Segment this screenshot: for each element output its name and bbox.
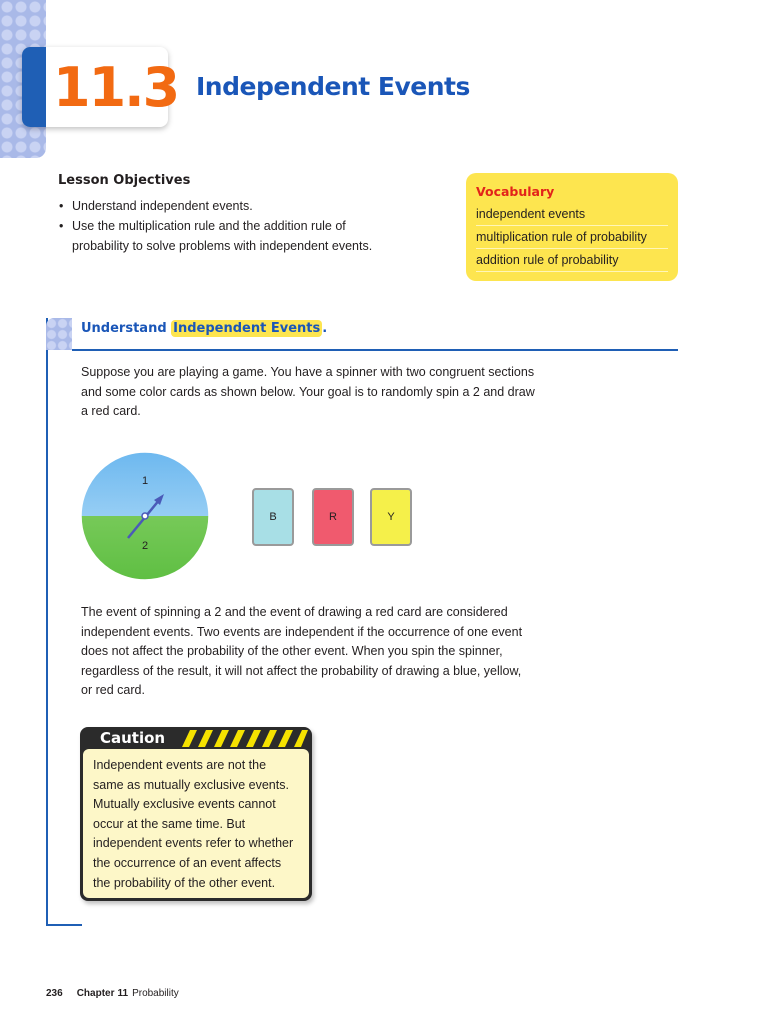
vocabulary-box bbox=[466, 173, 678, 281]
vocabulary-term: multiplication rule of probability bbox=[476, 226, 668, 249]
card-red: R bbox=[312, 488, 354, 546]
vocabulary-heading: Vocabulary bbox=[476, 184, 555, 199]
section-dot-pattern bbox=[46, 318, 72, 350]
objective-item: • Use the multiplication rule and the addition rule of probability to solve problems with independent events. bbox=[58, 216, 398, 256]
explanation-paragraph: The event of spinning a 2 and the event of drawing a red card are considered independent events. Two events are independent if the occurrence of one event does not affect the probability of the other event. When you spin the spinner, regardless of the result, it will not affect the probability of drawing a blue, yellow, or red card. bbox=[81, 605, 523, 698]
chapter-number: 11 bbox=[117, 988, 129, 999]
card-yellow: Y bbox=[370, 488, 412, 546]
section-heading: Understand Independent Events . bbox=[81, 321, 328, 336]
caution-title: Caution bbox=[100, 729, 166, 747]
hazard-stripes-icon bbox=[176, 730, 308, 747]
vocabulary-term: independent events bbox=[476, 203, 668, 226]
section-bottom-rule bbox=[46, 924, 82, 926]
caution-stripes bbox=[176, 730, 308, 747]
spinner-illustration bbox=[74, 440, 216, 590]
lesson-title: Independent Events bbox=[196, 72, 470, 101]
spinner-svg bbox=[74, 440, 216, 590]
section-divider bbox=[72, 349, 678, 351]
page-footer bbox=[46, 988, 179, 999]
chapter-label: Chapter bbox=[76, 988, 115, 999]
card-blue: B bbox=[252, 488, 294, 546]
spinner-label-2: 2 bbox=[141, 540, 149, 552]
chapter-title: Probability bbox=[132, 988, 179, 999]
caution-box bbox=[80, 727, 312, 901]
vocabulary-term: addition rule of probability bbox=[476, 249, 668, 272]
spinner-pivot bbox=[142, 513, 148, 519]
objective-item: • Understand independent events. bbox=[58, 196, 398, 216]
page-number: 236 bbox=[46, 988, 63, 999]
intro-paragraph: Suppose you are playing a game. You have a spinner with two congruent sections and some color cards as shown below. Your goal is to randomly spin a 2 and draw a red card. bbox=[81, 365, 535, 419]
lesson-number: 11.3 bbox=[53, 56, 179, 119]
caution-body: Independent events are not the same as mutually exclusive events. Mutually exclusive events cannot occur at the same time. But independent events refer to whether the occurrence of an event affects the probability of the other event. bbox=[83, 749, 309, 898]
objectives-heading: Lesson Objectives bbox=[58, 173, 191, 188]
objectives-list bbox=[58, 196, 398, 256]
spinner-label-1: 1 bbox=[141, 475, 149, 487]
lesson-tab-edge bbox=[22, 47, 46, 127]
highlighted-term: Independent Events bbox=[173, 321, 321, 336]
